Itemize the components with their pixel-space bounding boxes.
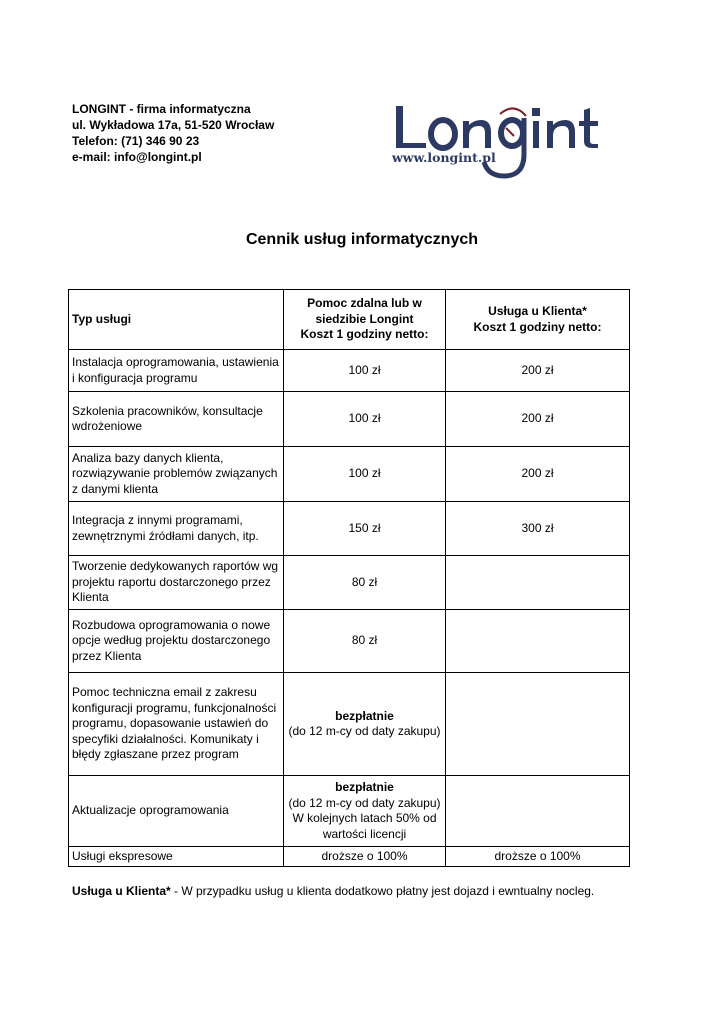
table-row bbox=[69, 350, 630, 392]
remote-price: 100 zł bbox=[348, 466, 381, 481]
remote-price-cell bbox=[284, 847, 446, 867]
onsite-price-cell: 300 zł bbox=[446, 502, 630, 556]
table-row bbox=[69, 392, 630, 447]
longint-logo bbox=[388, 92, 618, 182]
header-remote-line: Pomoc zdalna lub w bbox=[307, 296, 422, 311]
footnote-text: - W przypadku usług u klienta dodatkowo płatny jest dojazd i ewntualny nocleg. bbox=[170, 884, 595, 898]
service-cell: Szkolenia pracowników, konsultacje wdrożeniowe bbox=[69, 392, 284, 447]
remote-price-note: (do 12 m-cy od daty zakupu) bbox=[288, 724, 441, 738]
onsite-price-cell bbox=[446, 610, 630, 673]
footnote bbox=[72, 884, 594, 898]
table-row bbox=[69, 610, 630, 673]
remote-price-cell bbox=[284, 502, 446, 556]
table-header-row bbox=[69, 290, 630, 350]
company-name: LONGINT - firma informatyczna bbox=[72, 102, 251, 116]
table-row bbox=[69, 847, 630, 867]
remote-price-cell bbox=[284, 673, 446, 776]
service-cell: Usługi ekspresowe bbox=[69, 847, 284, 867]
company-email: e-mail: info@longint.pl bbox=[72, 150, 202, 164]
company-address: ul. Wykładowa 17a, 51-520 Wrocław bbox=[72, 118, 275, 132]
remote-price-cell bbox=[284, 392, 446, 447]
remote-price-note: (do 12 m-cy od daty zakupu) bbox=[288, 795, 441, 810]
logo-url: www.longint.pl bbox=[392, 150, 496, 165]
remote-price: 100 zł bbox=[348, 362, 381, 377]
logo-graphic bbox=[388, 92, 618, 182]
footnote-label: Usługa u Klienta* bbox=[72, 884, 171, 898]
onsite-price-cell bbox=[446, 556, 630, 610]
remote-price-cell bbox=[284, 610, 446, 673]
onsite-price-cell: 200 zł bbox=[446, 447, 630, 502]
header-service-type: Typ usługi bbox=[69, 290, 284, 350]
service-cell: Instalacja oprogramowania, ustawienia i konfiguracja programu bbox=[69, 350, 284, 392]
remote-price: 150 zł bbox=[348, 520, 381, 535]
price-table bbox=[68, 289, 630, 867]
remote-price: bezpłatnie bbox=[335, 780, 394, 794]
header-remote-line: Koszt 1 godziny netto: bbox=[300, 327, 429, 342]
service-cell: Integracja z innymi programami, zewnętrznymi źródłami danych, itp. bbox=[69, 502, 284, 556]
remote-price-cell bbox=[284, 556, 446, 610]
table-row bbox=[69, 673, 630, 776]
table-row bbox=[69, 502, 630, 556]
onsite-price-cell: 200 zł bbox=[446, 350, 630, 392]
header-remote bbox=[284, 290, 446, 350]
onsite-price-cell: droższe o 100% bbox=[446, 847, 630, 867]
table-row bbox=[69, 776, 630, 847]
onsite-price-cell bbox=[446, 673, 630, 776]
remote-price-note: W kolejnych latach 50% od bbox=[292, 811, 437, 825]
header-onsite-line: Koszt 1 godziny netto: bbox=[473, 319, 602, 334]
header-onsite-line: Usługa u Klienta* bbox=[488, 304, 587, 318]
table-row bbox=[69, 556, 630, 610]
page-title: Cennik usług informatycznych bbox=[245, 231, 479, 248]
remote-price-cell bbox=[284, 776, 446, 847]
company-info bbox=[72, 101, 274, 165]
onsite-price-cell bbox=[446, 776, 630, 847]
remote-price: 100 zł bbox=[348, 411, 381, 426]
remote-price: 80 zł bbox=[351, 633, 378, 648]
remote-price-cell bbox=[284, 350, 446, 392]
service-cell: Tworzenie dedykowanych raportów wg projektu raportu dostarczonego przez Klienta bbox=[69, 556, 284, 610]
table-row bbox=[69, 447, 630, 502]
company-phone: Telefon: (71) 346 90 23 bbox=[72, 134, 200, 148]
header-onsite bbox=[446, 290, 630, 350]
remote-price: droższe o 100% bbox=[321, 848, 408, 863]
remote-price: bezpłatnie bbox=[335, 708, 394, 723]
remote-price-cell bbox=[284, 447, 446, 502]
service-cell: Rozbudowa oprogramowania o nowe opcje według projektu dostarczonego przez Klienta bbox=[69, 610, 284, 673]
service-cell: Aktualizacje oprogramowania bbox=[69, 776, 284, 847]
remote-price-note: wartości licencji bbox=[322, 826, 407, 841]
remote-price: 80 zł bbox=[351, 574, 378, 589]
service-cell: Analiza bazy danych klienta, rozwiązywanie problemów związanych z danymi klienta bbox=[69, 447, 284, 502]
header-remote-line: siedzibie Longint bbox=[315, 311, 414, 326]
onsite-price-cell: 200 zł bbox=[446, 392, 630, 447]
service-cell: Pomoc techniczna email z zakresu konfiguracji programu, funkcjonalności programu, dopasowanie ustawień do specyfiki działalności. Komunikaty i błędy zgłaszane przez program bbox=[69, 673, 284, 776]
